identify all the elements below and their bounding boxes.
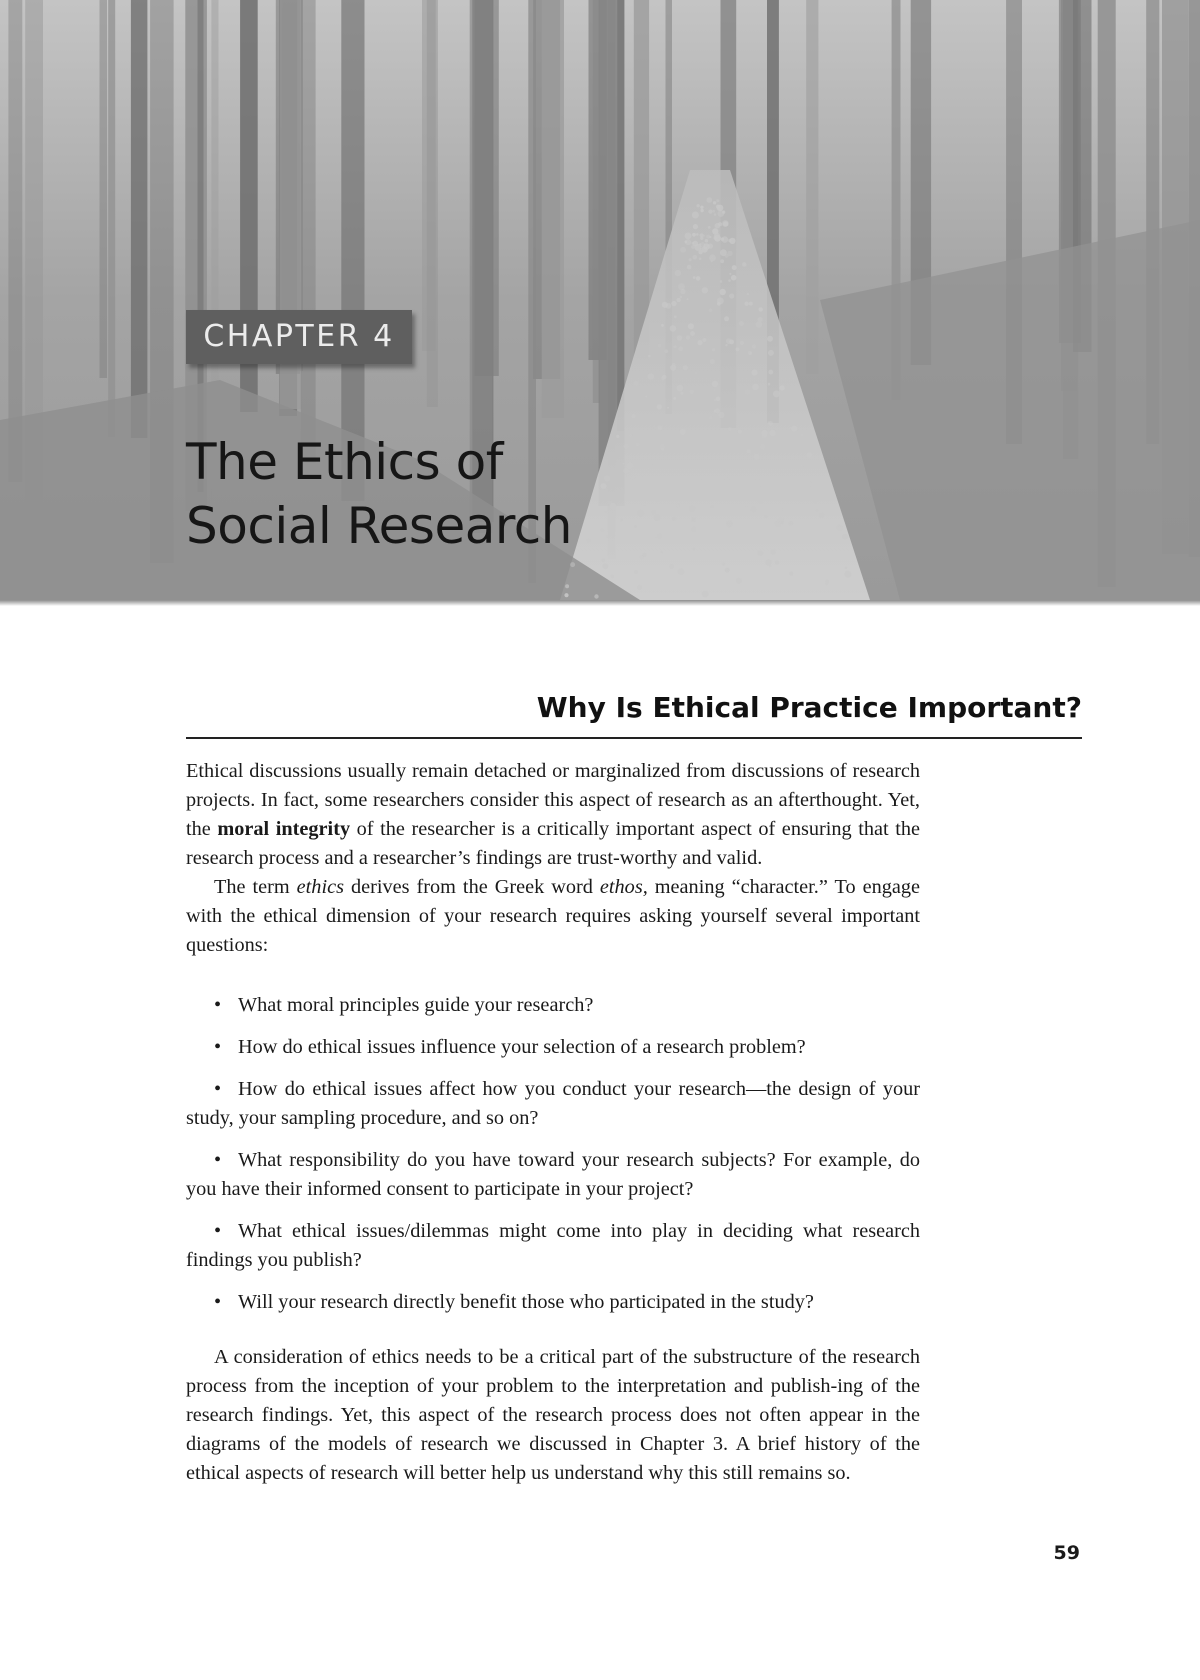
- path-pebble: [749, 302, 753, 306]
- path-pebble: [678, 346, 683, 351]
- path-pebble: [629, 434, 632, 437]
- path-pebble: [720, 280, 723, 283]
- path-pebble: [648, 373, 654, 379]
- path-pebble: [669, 564, 674, 569]
- path-pebble: [653, 427, 655, 429]
- path-pebble: [752, 384, 759, 391]
- path-pebble: [688, 323, 694, 329]
- section-heading-rule: [186, 737, 1082, 739]
- path-pebble: [673, 397, 676, 400]
- bullet-icon: •: [214, 1220, 222, 1242]
- path-pebble: [825, 580, 829, 584]
- path-pebble: [565, 584, 569, 588]
- question-text: How do ethical issues influence your selection of a research problem?: [238, 1036, 806, 1058]
- italic-term-ethics: ethics: [296, 876, 344, 898]
- path-pebble: [634, 525, 636, 527]
- path-pebble: [714, 233, 720, 239]
- path-pebble: [642, 502, 646, 506]
- path-pebble: [739, 321, 744, 326]
- path-pebble: [709, 236, 711, 238]
- path-pebble: [711, 505, 714, 508]
- path-pebble: [648, 355, 651, 358]
- path-pebble: [678, 569, 685, 576]
- path-pebble: [717, 302, 721, 306]
- path-pebble: [624, 444, 629, 449]
- path-pebble: [732, 265, 737, 270]
- path-pebble: [710, 359, 715, 364]
- path-pebble: [646, 496, 649, 499]
- path-pebble: [692, 212, 699, 219]
- path-pebble: [724, 478, 729, 483]
- chapter-header-forest-photo: [0, 0, 1200, 600]
- path-pebble: [714, 410, 717, 413]
- path-pebble: [779, 385, 785, 391]
- path-pebble: [771, 549, 776, 554]
- list-item: [186, 1075, 920, 1133]
- bullet-icon: •: [214, 1078, 222, 1100]
- path-pebble: [570, 562, 575, 567]
- path-pebble: [692, 233, 696, 237]
- path-pebble: [671, 301, 676, 306]
- path-pebble: [745, 389, 751, 395]
- path-pebble: [729, 273, 731, 275]
- path-pebble: [799, 496, 804, 501]
- chapter-title-line-2: Social Research: [186, 497, 572, 555]
- path-pebble: [700, 209, 703, 212]
- path-pebble: [714, 213, 717, 216]
- path-pebble: [740, 341, 744, 345]
- path-pebble: [773, 390, 780, 397]
- path-pebble: [631, 414, 635, 418]
- path-pebble: [657, 533, 663, 539]
- path-pebble: [611, 575, 614, 578]
- path-pebble: [685, 239, 691, 245]
- path-pebble: [658, 425, 663, 430]
- path-pebble: [807, 452, 812, 457]
- path-pebble: [709, 308, 713, 312]
- path-pebble: [716, 199, 719, 202]
- path-pebble: [564, 593, 568, 597]
- path-pebble: [703, 235, 705, 237]
- path-pebble: [686, 335, 690, 339]
- path-pebble: [713, 201, 716, 204]
- path-pebble: [601, 483, 607, 489]
- bullet-icon: •: [214, 1149, 222, 1171]
- question-text: What ethical issues/dilemmas might come into play in deciding what research findings you publish?: [186, 1220, 920, 1271]
- path-pebble: [672, 363, 676, 367]
- bullet-icon: •: [214, 1291, 222, 1313]
- tree-trunk: [341, 0, 364, 501]
- header-bottom-shadow: [0, 600, 1200, 606]
- path-pebble: [691, 517, 696, 522]
- paragraph-1: [186, 757, 920, 873]
- path-pebble: [748, 351, 752, 355]
- path-pebble: [683, 365, 688, 370]
- tree-trunk: [542, 0, 564, 418]
- path-pebble: [764, 514, 767, 517]
- path-pebble: [824, 493, 827, 496]
- path-pebble: [724, 316, 729, 321]
- question-text: How do ethical issues affect how you conduct your research—the design of your study, your sampling procedure, and so on?: [186, 1078, 920, 1129]
- path-pebble: [754, 479, 761, 486]
- path-pebble: [837, 525, 843, 531]
- path-pebble: [654, 514, 661, 521]
- path-pebble: [722, 562, 725, 565]
- path-pebble: [805, 486, 810, 491]
- path-pebble: [789, 521, 793, 525]
- path-pebble: [594, 594, 598, 598]
- path-pebble: [702, 287, 708, 293]
- path-pebble: [752, 369, 758, 375]
- path-pebble: [675, 270, 681, 276]
- tree-trunk: [100, 0, 108, 378]
- path-pebble: [689, 389, 694, 394]
- path-pebble: [662, 302, 668, 308]
- path-pebble: [760, 444, 765, 449]
- path-pebble: [767, 336, 773, 342]
- path-pebble: [700, 237, 703, 240]
- path-pebble: [842, 534, 848, 540]
- path-pebble: [693, 255, 698, 260]
- path-pebble: [714, 399, 717, 402]
- section-heading: Why Is Ethical Practice Important?: [536, 691, 1082, 724]
- path-pebble: [789, 427, 791, 429]
- path-pebble: [744, 302, 748, 306]
- question-list: [186, 991, 920, 1317]
- path-pebble: [678, 283, 685, 290]
- path-pebble: [720, 259, 724, 263]
- path-pebble: [705, 239, 709, 243]
- path-pebble: [696, 276, 701, 281]
- tree-trunk: [634, 0, 649, 361]
- path-pebble: [641, 474, 643, 476]
- path-pebble: [708, 210, 712, 214]
- path-pebble: [752, 344, 757, 349]
- paragraph-2-text-a: The term: [214, 876, 297, 898]
- path-pebble: [712, 381, 718, 387]
- forest-path-image: [0, 0, 1200, 600]
- question-text: What moral principles guide your research?: [238, 994, 594, 1016]
- path-pebble: [627, 462, 634, 469]
- list-item: [186, 991, 920, 1020]
- path-pebble: [676, 385, 683, 392]
- paragraph-2-text-c: meaning “character.” To engage with the ethical dimension of your research requires asking yourself several important questions:: [186, 876, 920, 956]
- path-pebble: [736, 578, 742, 584]
- path-pebble: [677, 335, 683, 341]
- path-pebble: [768, 350, 774, 356]
- path-pebble: [606, 535, 609, 538]
- path-pebble: [756, 321, 763, 328]
- path-pebble: [726, 521, 733, 528]
- path-pebble: [761, 433, 767, 439]
- path-pebble: [685, 232, 692, 239]
- path-pebble: [696, 233, 699, 236]
- path-pebble: [808, 482, 812, 486]
- path-pebble: [800, 434, 803, 437]
- path-pebble: [712, 210, 715, 213]
- path-pebble: [845, 567, 847, 569]
- path-pebble: [702, 338, 706, 342]
- path-pebble: [616, 435, 619, 438]
- path-pebble: [758, 472, 760, 474]
- path-pebble: [661, 324, 664, 327]
- path-pebble: [738, 430, 742, 434]
- path-pebble: [687, 298, 689, 300]
- path-pebble: [676, 504, 679, 507]
- path-pebble: [725, 568, 730, 573]
- path-pebble: [725, 344, 727, 346]
- path-pebble: [699, 480, 705, 486]
- path-pebble: [654, 496, 660, 502]
- bullet-icon: •: [214, 994, 222, 1016]
- path-pebble: [634, 381, 639, 386]
- path-pebble: [802, 464, 804, 466]
- tree-trunk: [108, 0, 115, 437]
- path-pebble: [642, 553, 646, 557]
- list-item: [186, 1288, 920, 1317]
- tree-trunk: [131, 0, 148, 438]
- path-pebble: [751, 507, 757, 513]
- path-pebble: [709, 255, 716, 262]
- path-pebble: [735, 347, 739, 351]
- path-pebble: [709, 416, 712, 419]
- path-pebble: [703, 243, 710, 250]
- chapter-label: CHAPTER 4: [186, 310, 412, 364]
- path-pebble: [660, 551, 662, 553]
- tree-trunk: [427, 0, 438, 407]
- path-pebble: [600, 528, 604, 532]
- path-pebble: [610, 503, 617, 510]
- path-pebble: [726, 338, 732, 344]
- path-pebble: [781, 508, 784, 511]
- path-pebble: [819, 513, 824, 518]
- path-pebble: [747, 449, 751, 453]
- path-pebble: [689, 506, 695, 512]
- path-pebble: [680, 392, 683, 395]
- path-pebble: [670, 325, 677, 332]
- path-pebble: [729, 293, 734, 298]
- paragraph-3: A consideration of ethics needs to be a critical part of the substructure of the research process from the inception of your problem to the interpretation and publish-ing of the research findings. Yet, this aspect of the research process does not often appear in the diagrams of the models of research we discussed in Chapter 3. A brief history of the ethical aspects of research will better help us understand why this still remains so.: [186, 1346, 920, 1484]
- path-pebble: [712, 348, 715, 351]
- bullet-icon: •: [214, 1036, 222, 1058]
- path-pebble: [637, 510, 644, 517]
- path-pebble: [700, 206, 703, 209]
- path-pebble: [720, 289, 726, 295]
- path-pebble: [680, 296, 683, 299]
- path-pebble: [758, 550, 764, 556]
- tree-trunk: [617, 0, 624, 431]
- path-pebble: [765, 559, 771, 565]
- path-pebble: [687, 265, 692, 270]
- path-pebble: [676, 298, 680, 302]
- path-pebble: [697, 204, 700, 207]
- path-pebble: [601, 558, 605, 562]
- path-pebble: [759, 500, 763, 504]
- path-pebble: [707, 197, 713, 203]
- path-pebble: [691, 527, 696, 532]
- path-pebble: [626, 473, 632, 479]
- path-pebble: [767, 421, 770, 424]
- path-pebble: [715, 223, 721, 229]
- path-pebble: [673, 345, 676, 348]
- path-pebble: [622, 463, 624, 465]
- path-pebble: [729, 238, 735, 244]
- path-pebble: [693, 224, 698, 229]
- path-pebble: [702, 591, 709, 598]
- path-pebble: [781, 521, 784, 524]
- chapter-title: [186, 430, 572, 558]
- path-pebble: [689, 258, 692, 261]
- paragraph-1-text-b: of the researcher is a critically important aspect of ensuring that the research process and a researcher’s findings are trust-worthy and valid.: [186, 818, 920, 869]
- path-pebble: [759, 307, 763, 311]
- chapter-title-line-1: The Ethics of: [186, 433, 503, 491]
- path-pebble: [636, 443, 639, 446]
- path-pebble: [674, 315, 677, 318]
- path-pebble: [648, 464, 655, 471]
- path-pebble: [655, 537, 657, 539]
- list-item: [186, 1146, 920, 1204]
- path-pebble: [667, 407, 669, 409]
- path-pebble: [621, 519, 624, 522]
- path-pebble: [747, 293, 749, 295]
- path-pebble: [708, 226, 711, 229]
- italic-term-ethos: ethos,: [599, 876, 648, 898]
- bold-term-moral-integrity: moral integrity: [217, 818, 351, 840]
- path-pebble: [672, 517, 676, 521]
- path-pebble: [680, 247, 686, 253]
- path-pebble: [690, 331, 695, 336]
- path-pebble: [634, 570, 638, 574]
- path-pebble: [664, 349, 668, 353]
- paragraph-1-text-a: Ethical discussions usually remain detached or marginalized from discussions of research projects. In fact, some researchers consider this aspect of research as an afterthought. Yet, the: [186, 760, 920, 840]
- path-pebble: [754, 454, 760, 460]
- path-pebble: [844, 571, 851, 578]
- path-pebble: [718, 412, 724, 418]
- path-pebble: [662, 375, 666, 379]
- path-pebble: [769, 565, 771, 567]
- path-pebble: [645, 396, 647, 398]
- path-pebble: [697, 340, 702, 345]
- path-pebble: [680, 429, 686, 435]
- path-pebble: [813, 499, 817, 503]
- path-pebble: [651, 510, 656, 515]
- paragraph-2-text-b: derives from the Greek word: [343, 876, 600, 898]
- path-pebble: [768, 383, 771, 386]
- path-pebble: [745, 507, 748, 510]
- path-pebble: [731, 275, 737, 281]
- path-pebble: [637, 585, 642, 590]
- path-pebble: [586, 538, 591, 543]
- tree-trunk: [8, 0, 22, 482]
- path-pebble: [722, 236, 729, 243]
- path-pebble: [693, 548, 695, 550]
- path-pebble: [605, 511, 607, 513]
- path-pebble: [699, 258, 702, 261]
- path-pebble: [721, 469, 724, 472]
- path-pebble: [623, 468, 629, 474]
- paragraph-2: [186, 873, 920, 960]
- path-pebble: [728, 427, 732, 431]
- path-pebble: [768, 370, 773, 375]
- path-pebble: [604, 475, 610, 481]
- path-pebble: [713, 389, 715, 391]
- question-text: What responsibility do you have toward your research subjects? For example, do you have their informed consent to participate in your project?: [186, 1149, 920, 1200]
- path-pebble: [728, 279, 731, 282]
- path-pebble: [657, 344, 661, 348]
- path-pebble: [775, 561, 779, 565]
- path-pebble: [657, 404, 662, 409]
- tree-trunk: [806, 0, 818, 374]
- path-pebble: [816, 509, 818, 511]
- path-pebble: [725, 254, 729, 258]
- path-pebble: [603, 564, 609, 570]
- path-pebble: [693, 276, 696, 279]
- tree-trunk: [301, 0, 316, 463]
- path-pebble: [659, 444, 665, 450]
- body-text: [186, 757, 920, 1488]
- path-pebble: [722, 211, 725, 214]
- path-pebble: [742, 262, 746, 266]
- tree-trunk: [475, 0, 499, 376]
- path-pebble: [695, 372, 697, 374]
- path-pebble: [758, 487, 765, 494]
- path-pebble: [722, 220, 729, 227]
- path-pebble: [789, 572, 793, 576]
- path-pebble: [791, 426, 797, 432]
- list-item: [186, 1033, 920, 1062]
- path-pebble: [733, 474, 735, 476]
- list-item: [186, 1217, 920, 1275]
- path-pebble: [769, 430, 776, 437]
- question-text: Will your research directly benefit those who participated in the study?: [238, 1291, 814, 1313]
- path-pebble: [717, 205, 724, 212]
- page-number: 59: [1053, 1542, 1080, 1564]
